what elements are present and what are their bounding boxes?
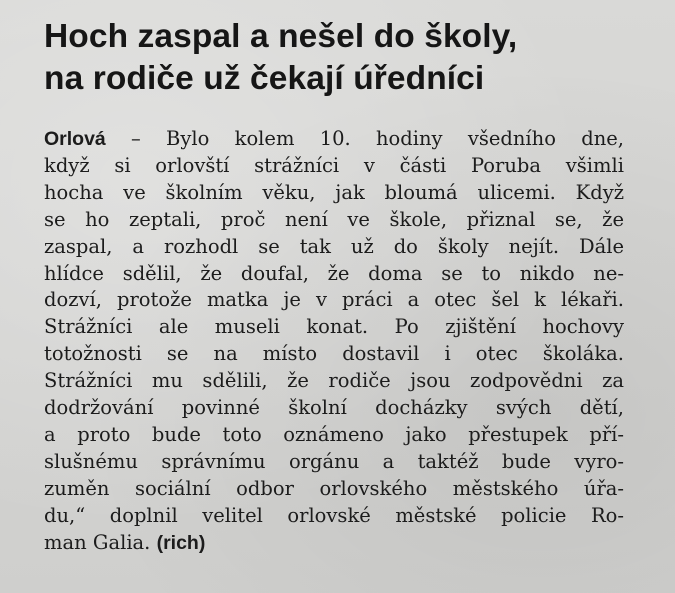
article-line <box>44 126 624 153</box>
article-line: se ho zeptali, proč není ve škole, přiznal se, že <box>44 207 624 231</box>
article-line: dozví, protože matka je v práci a otec šel k lékaři. <box>44 288 624 312</box>
article-line: totožnosti se na místo dostavil i otec školáka. <box>44 342 624 366</box>
dateline: Orlová <box>44 128 106 150</box>
article-line-text: – Bylo kolem 10. hodiny všedního dne, <box>105 127 624 150</box>
byline: (rich) <box>156 531 206 554</box>
article-line: Strážníci ale museli konat. Po zjištění hochovy <box>44 315 624 339</box>
article-body <box>44 126 624 557</box>
article-line: dodržování povinné školní docházky svých dětí, <box>44 396 624 420</box>
article-line: když si orlovští strážníci v části Poruba všimli <box>44 153 624 177</box>
article-line: zuměn sociální odbor orlovského městského úřa- <box>44 476 624 500</box>
article-line: slušnému správnímu orgánu a taktéž bude vyro- <box>44 449 624 473</box>
article-line: zaspal, a rozhodl se tak už do školy nejít. Dále <box>44 234 624 258</box>
article-line: Strážníci mu sdělili, že rodiče jsou zodpovědni za <box>44 369 624 393</box>
article-line-text: man Galia. <box>44 530 157 554</box>
article-line: a proto bude toto oznámeno jako přestupek pří- <box>44 422 624 446</box>
article-line: hocha ve školním věku, jak bloumá ulicemi. Když <box>44 180 624 204</box>
article-line: hlídce sdělil, že doufal, že doma se to nikdo ne- <box>44 261 624 285</box>
headline-line-1: Hoch zaspal a nešel do školy, <box>44 18 518 55</box>
article-line <box>44 530 624 557</box>
headline-line-2: na rodiče už čekají úředníci <box>44 60 485 97</box>
headline <box>44 16 644 100</box>
article-line: du,“ doplnil velitel orlovské městské policie Ro- <box>44 503 624 527</box>
